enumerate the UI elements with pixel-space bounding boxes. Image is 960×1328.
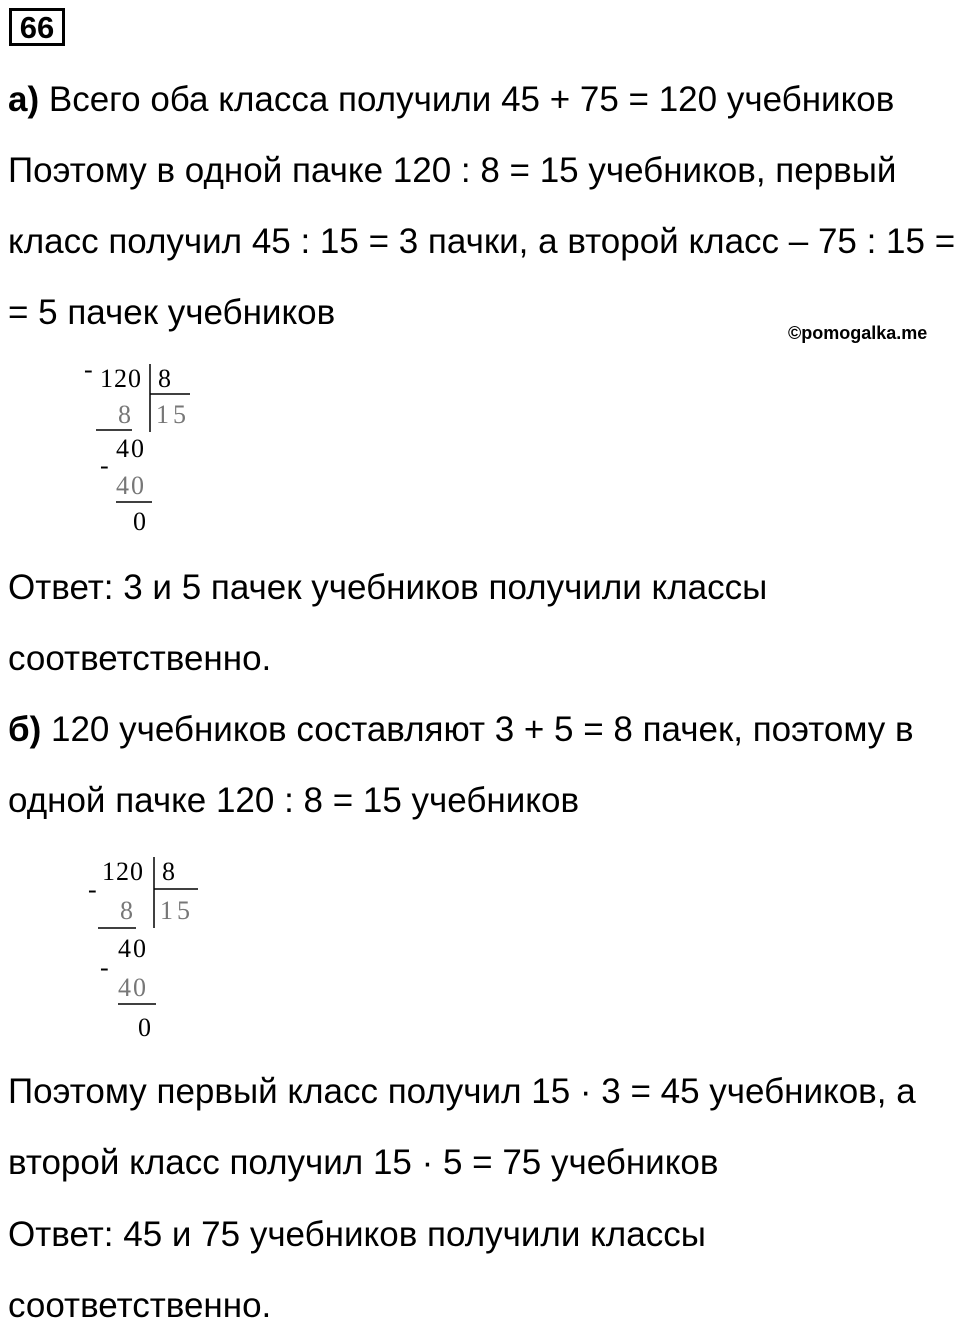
subtrahend-2: 40 <box>116 471 146 500</box>
long-division-b <box>84 854 214 1044</box>
remainder-1: 40 <box>116 434 146 463</box>
remainder-final: 0 <box>133 507 146 536</box>
watermark: ©pomogalka.me <box>788 323 928 343</box>
subtrahend-1: 8 <box>118 400 131 429</box>
part-a-line-2: Поэтому в одной пачке 120 : 8 = 15 учебников, первый <box>8 151 897 190</box>
part-a-label: а) <box>8 80 40 119</box>
minus-sign: - <box>88 875 97 904</box>
remainder-final: 0 <box>138 1013 151 1042</box>
dividend: 120 <box>100 364 142 393</box>
part-b-label: б) <box>8 710 42 749</box>
part-a-line-1 <box>8 80 894 120</box>
part-a-line-1-text: Всего оба класса получили 45 + 75 = 120 учебников <box>39 80 895 119</box>
part-b-line-3: Поэтому первый класс получил 15 · 3 = 45 учебников, а <box>8 1072 916 1111</box>
part-a-answer-2: соответственно. <box>8 639 272 678</box>
part-b-answer-2: соответственно. <box>8 1286 272 1325</box>
quotient: 15 <box>156 400 190 429</box>
part-a-line-4: = 5 пачек учебников <box>8 293 336 332</box>
divisor: 8 <box>162 857 175 886</box>
quotient: 15 <box>160 896 194 925</box>
part-b-answer-1: Ответ: 45 и 75 учебников получили классы <box>8 1215 706 1254</box>
minus-sign-2: - <box>100 451 109 480</box>
long-division-a <box>80 355 210 540</box>
divisor: 8 <box>158 364 171 393</box>
subtrahend-2: 40 <box>118 973 148 1002</box>
dividend: 120 <box>102 857 144 886</box>
part-b-line-1-text: 120 учебников составляют 3 + 5 = 8 пачек, поэтому в <box>41 710 914 749</box>
part-b-line-1 <box>8 710 914 750</box>
part-b-line-4: второй класс получил 15 · 5 = 75 учебников <box>8 1143 719 1182</box>
task-number: 66 <box>9 8 65 46</box>
subtrahend-1: 8 <box>120 896 133 925</box>
minus-sign-2: - <box>100 953 109 982</box>
part-b-line-2: одной пачке 120 : 8 = 15 учебников <box>8 781 580 820</box>
part-a-line-3: класс получил 45 : 15 = 3 пачки, а второй класс – 75 : 15 = <box>8 222 956 261</box>
remainder-1: 40 <box>118 934 148 963</box>
minus-sign: - <box>84 355 93 384</box>
part-a-answer-1: Ответ: 3 и 5 пачек учебников получили классы <box>8 568 768 607</box>
